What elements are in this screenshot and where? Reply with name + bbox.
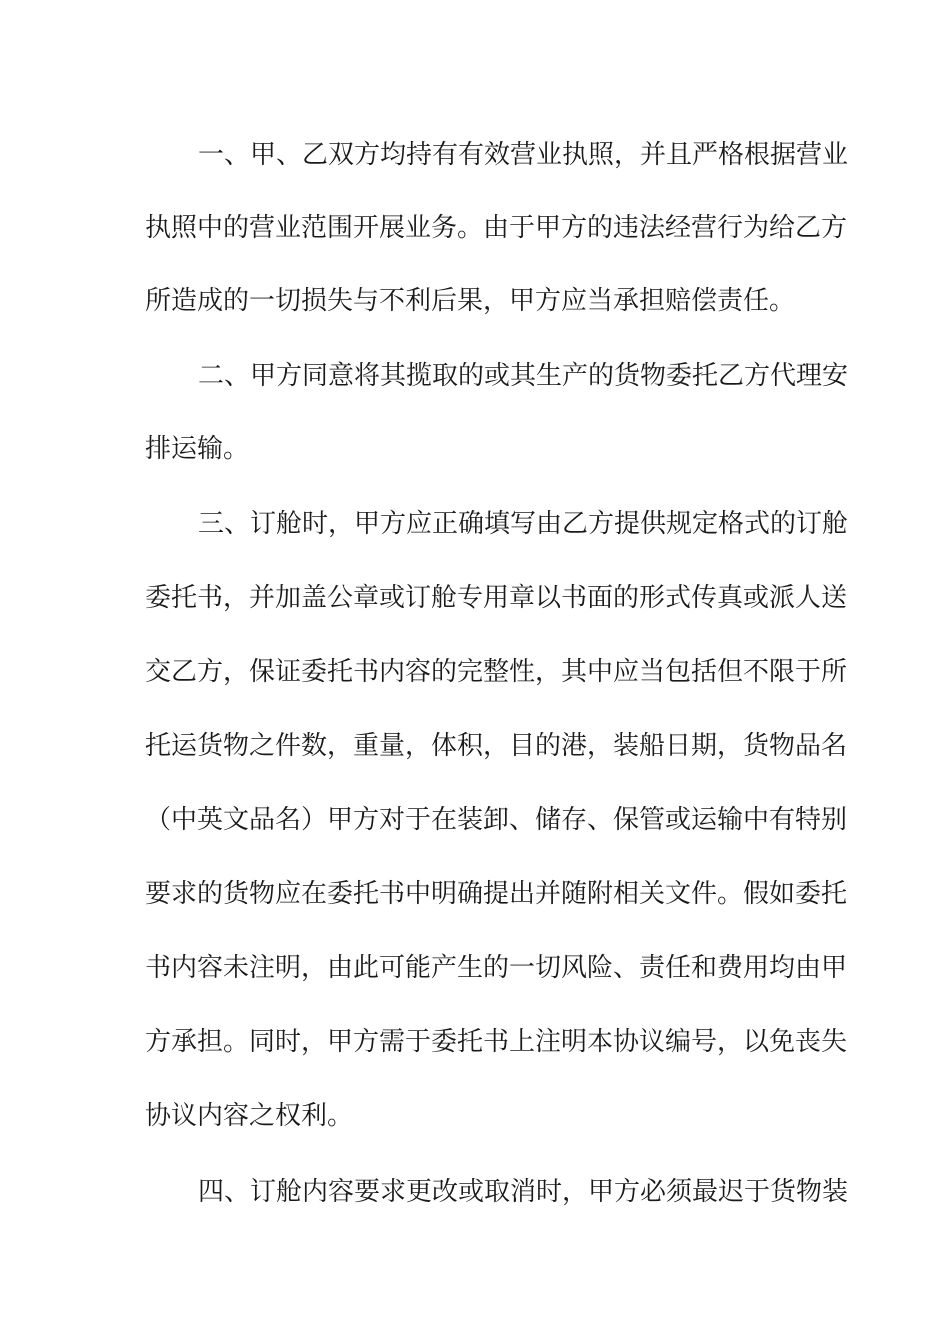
- paragraph-1-line-2: 执照中的营业范围开展业务。由于甲方的违法经营行为给乙方: [145, 213, 848, 243]
- paragraph-3-line-2: 委托书，并加盖公章或订舱专用章以书面的形式传真或派人送: [145, 583, 848, 613]
- paragraph-3-line-7: 书内容未注明，由此可能产生的一切风险、责任和费用均由甲: [145, 953, 848, 983]
- paragraph-2-line-1: 二、甲方同意将其揽取的或其生产的货物委托乙方代理安: [198, 361, 849, 391]
- paragraph-4-line-1: 四、订舱内容要求更改或取消时，甲方必须最迟于货物装: [198, 1177, 849, 1207]
- paragraph-3-line-8: 方承担。同时，甲方需于委托书上注明本协议编号，以免丧失: [145, 1027, 848, 1057]
- paragraph-3-line-5: （中英文品名）甲方对于在装卸、储存、保管或运输中有特别: [145, 805, 848, 835]
- paragraph-1-line-1: 一、甲、乙双方均持有有效营业执照，并且严格根据营业: [198, 140, 849, 170]
- paragraph-3-line-9: 协议内容之权利。: [145, 1101, 354, 1131]
- paragraph-3-line-1: 三、订舱时，甲方应正确填写由乙方提供规定格式的订舱: [198, 509, 849, 539]
- paragraph-2-line-2: 排运输。: [145, 434, 250, 464]
- paragraph-3-line-4: 托运货物之件数，重量，体积，目的港，装船日期，货物品名: [145, 731, 848, 761]
- paragraph-1-line-3: 所造成的一切损失与不利后果，甲方应当承担赔偿责任。: [145, 286, 796, 316]
- paragraph-3-line-3: 交乙方，保证委托书内容的完整性，其中应当包括但不限于所: [145, 657, 848, 687]
- paragraph-3-line-6: 要求的货物应在委托书中明确提出并随附相关文件。假如委托: [145, 879, 848, 909]
